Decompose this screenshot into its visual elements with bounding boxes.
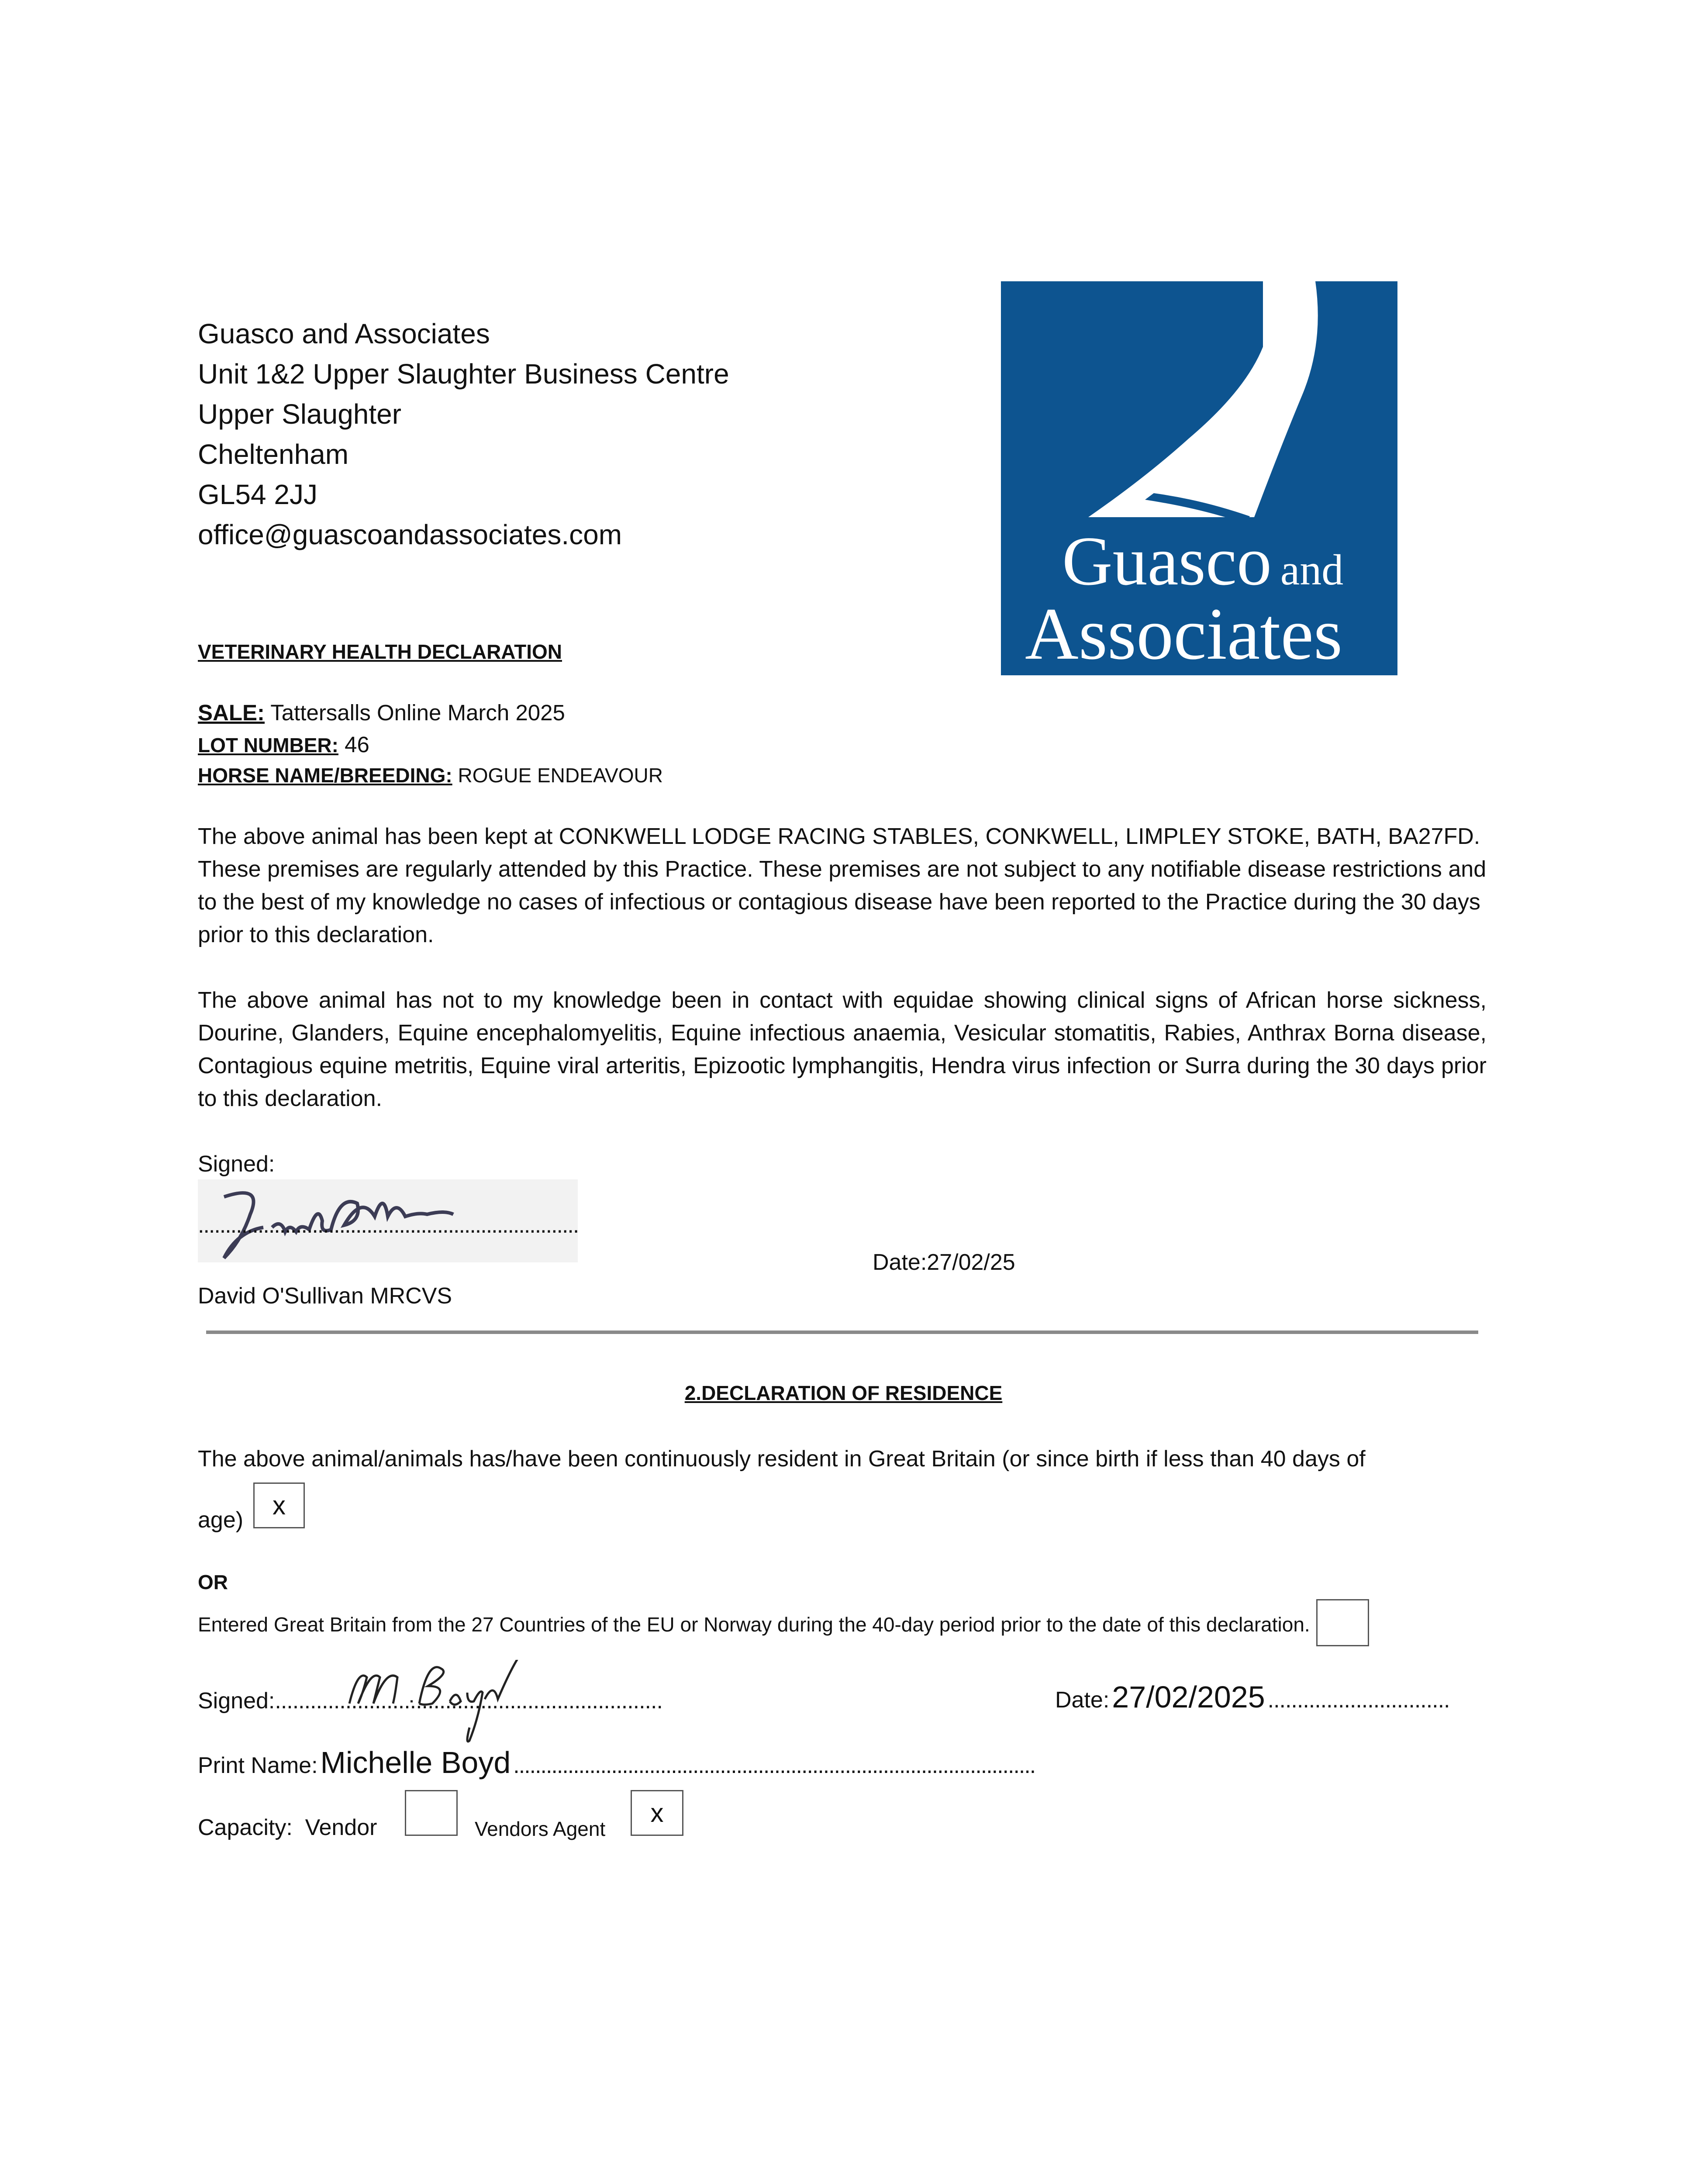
vet-signature-line: ...................................................................... xyxy=(198,1213,579,1238)
horse-label: HORSE NAME/BREEDING: xyxy=(198,764,452,787)
contact-paragraph: The above animal has not to my knowledge been in contact with equidae showing clinical signs of African horse sickness, Dourine, Glanders, Equine encephalomyelitis, Equine infectious anaemia, Vesicular stomatitis, Rabies, Anthrax Borna disease, Contagious equine metritis, Equine viral arteritis, Epizootic lymphangitis, Hendra virus infection or Surra during the 30 days prior to this declaration. xyxy=(198,988,1487,1111)
lot-value: 46 xyxy=(338,732,369,757)
vendors-agent-checkbox[interactable]: x xyxy=(631,1790,683,1836)
logo-text-associates: Associates xyxy=(1025,593,1343,675)
address-line: GL54 2JJ xyxy=(198,479,317,510)
address-email: office@guascoandassociates.com xyxy=(198,519,622,550)
vendor-signed-line: .................................................................. xyxy=(275,1688,662,1714)
horse-value: ROGUE ENDEAVOUR xyxy=(452,764,663,787)
print-name-value[interactable]: Michelle Boyd xyxy=(320,1745,511,1780)
residence-title xyxy=(0,1381,1687,1405)
address-line: Guasco and Associates xyxy=(198,318,490,349)
address-line: Unit 1&2 Upper Slaughter Business Centre xyxy=(198,358,729,390)
print-name-line: ................................................................................................ xyxy=(513,1753,1035,1778)
vendor-date-label: Date: xyxy=(1055,1687,1110,1713)
lot-row xyxy=(198,732,369,757)
sale-value: Tattersalls Online March 2025 xyxy=(265,700,565,725)
premises-paragraph: The above animal has been kept at CONKWELL LODGE RACING STABLES, CONKWELL, LIMPLEY STOKE, BATH, BA27FD. These premises are regularly attended by this Practice. These premises are not subject to any notifiable disease restrictions and to the best of my knowledge no cases of infectious or contagious disease have been reported to the Practice during the 30 days prior to this declaration. xyxy=(198,824,1487,947)
residence-title-text: 2.DECLARATION OF RESIDENCE xyxy=(684,1382,1003,1404)
vet-signed-label: Signed: xyxy=(198,1151,275,1177)
sale-label: SALE: xyxy=(198,700,265,725)
logo-text-and: and xyxy=(1280,546,1344,594)
print-name-row xyxy=(198,1745,1035,1780)
vet-declaration-title: VETERINARY HEALTH DECLARATION xyxy=(198,640,562,663)
section-divider xyxy=(206,1330,1478,1334)
lot-label: LOT NUMBER: xyxy=(198,734,338,757)
logo-text-guasco: Guasco xyxy=(1062,522,1272,600)
residence-statement-1: The above animal/animals has/have been continuously resident in Great Britain (or since birth if less than 40 days of xyxy=(198,1446,1366,1472)
vendor-date-line: ............................... xyxy=(1267,1687,1450,1713)
print-name-label: Print Name: xyxy=(198,1753,318,1778)
vet-signatory-name: David O'Sullivan MRCVS xyxy=(198,1283,452,1309)
vendor-date-value[interactable]: 27/02/2025 xyxy=(1112,1680,1265,1714)
vendor-signed-label: Signed: xyxy=(198,1688,275,1714)
entered-gb-checkbox[interactable] xyxy=(1316,1599,1369,1646)
vendors-agent-label: Vendors Agent xyxy=(475,1818,606,1840)
residence-statement-2: Entered Great Britain from the 27 Countries of the EU or Norway during the 40-day period prior to the date of this declaration. xyxy=(198,1613,1310,1636)
vet-date: Date:27/02/25 xyxy=(873,1250,1015,1275)
horse-row xyxy=(198,764,663,787)
address-line: Upper Slaughter xyxy=(198,398,402,430)
practice-logo xyxy=(1001,281,1397,675)
resident-checkbox[interactable]: x xyxy=(253,1482,305,1528)
or-label: OR xyxy=(198,1571,228,1593)
vendor-signature xyxy=(345,1660,528,1749)
practice-address xyxy=(198,314,729,555)
address-line: Cheltenham xyxy=(198,439,349,470)
vendor-date-row xyxy=(1055,1679,1450,1714)
residence-statement-1-end: age) xyxy=(198,1507,244,1533)
residence-statement-2-row xyxy=(198,1601,1369,1648)
vendor-checkbox[interactable] xyxy=(405,1790,458,1836)
capacity-label: Capacity: Vendor xyxy=(198,1815,377,1840)
sale-row xyxy=(198,700,565,726)
signature-scribble-icon xyxy=(345,1660,528,1747)
